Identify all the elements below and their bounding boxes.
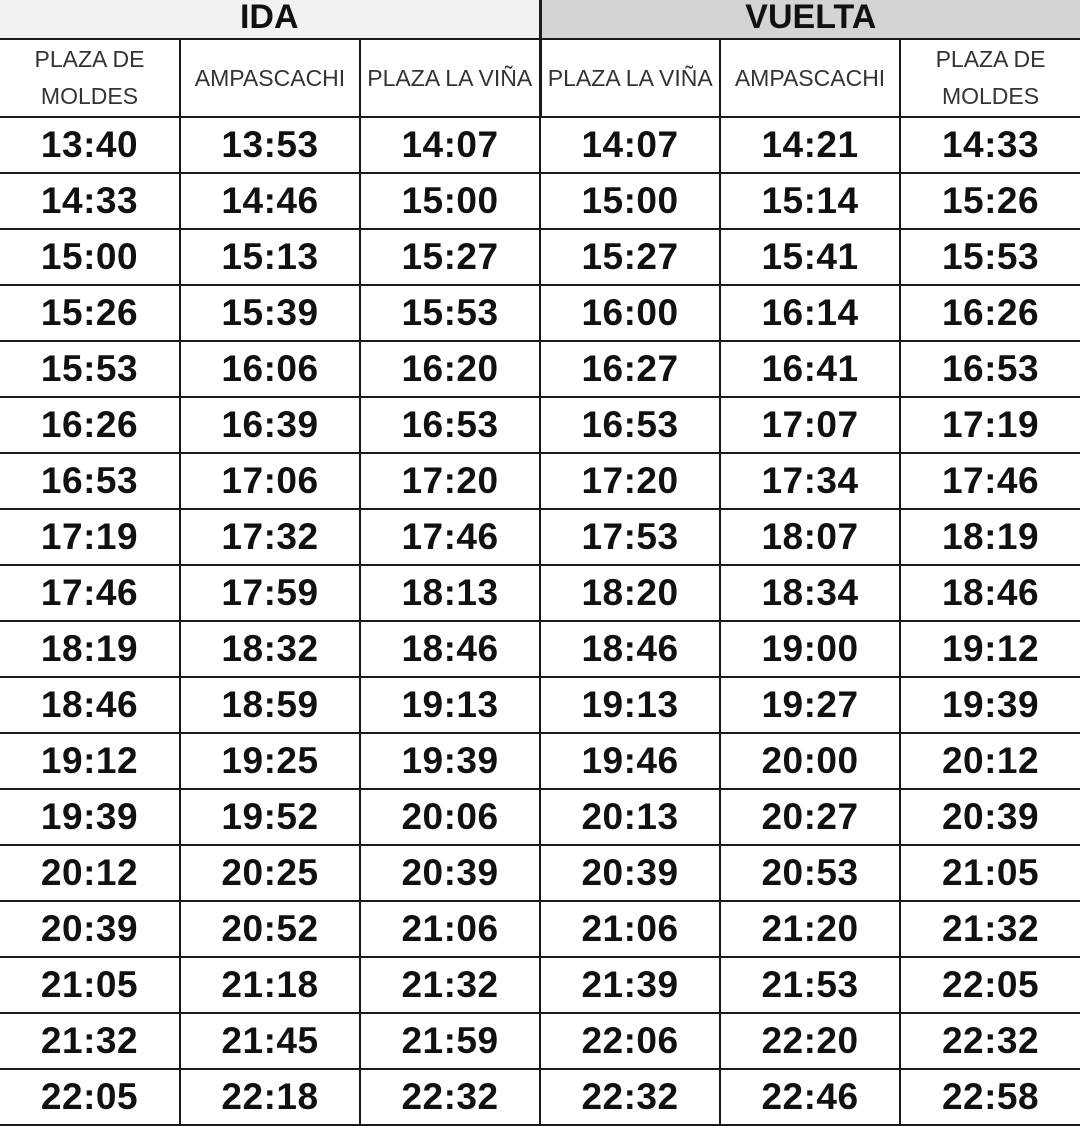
stop-header: PLAZA DE MOLDES	[900, 39, 1080, 117]
table-row	[0, 789, 1080, 845]
time-cell: 18:46	[540, 621, 720, 677]
time-cell: 15:00	[0, 229, 180, 285]
table-row	[0, 453, 1080, 509]
time-cell: 15:41	[720, 229, 900, 285]
time-cell: 21:32	[360, 957, 540, 1013]
time-cell: 14:33	[900, 117, 1080, 173]
time-cell: 17:19	[0, 509, 180, 565]
time-cell: 19:00	[720, 621, 900, 677]
time-cell: 20:00	[720, 733, 900, 789]
time-cell: 13:40	[0, 117, 180, 173]
time-cell: 15:26	[0, 285, 180, 341]
time-cell: 20:39	[360, 845, 540, 901]
table-row	[0, 341, 1080, 397]
time-cell: 22:20	[720, 1013, 900, 1069]
time-cell: 22:05	[900, 957, 1080, 1013]
time-cell: 20:06	[360, 789, 540, 845]
stop-header: PLAZA LA VIÑA	[540, 39, 720, 117]
table-row	[0, 845, 1080, 901]
stop-header: PLAZA LA VIÑA	[360, 39, 540, 117]
time-cell: 15:53	[360, 285, 540, 341]
time-cell: 19:39	[360, 733, 540, 789]
time-cell: 22:32	[360, 1069, 540, 1125]
time-cell: 18:34	[720, 565, 900, 621]
time-cell: 14:07	[360, 117, 540, 173]
table-row	[0, 117, 1080, 173]
time-cell: 19:13	[540, 677, 720, 733]
time-cell: 20:27	[720, 789, 900, 845]
time-cell: 18:32	[180, 621, 360, 677]
time-cell: 22:32	[540, 1069, 720, 1125]
time-cell: 19:25	[180, 733, 360, 789]
time-cell: 15:27	[540, 229, 720, 285]
time-cell: 14:33	[0, 173, 180, 229]
time-cell: 19:52	[180, 789, 360, 845]
table-row	[0, 397, 1080, 453]
time-cell: 19:46	[540, 733, 720, 789]
table-row	[0, 1013, 1080, 1069]
time-cell: 14:07	[540, 117, 720, 173]
time-cell: 19:39	[900, 677, 1080, 733]
direction-header-ida: IDA	[0, 0, 540, 39]
time-cell: 19:39	[0, 789, 180, 845]
table-row	[0, 285, 1080, 341]
time-cell: 16:00	[540, 285, 720, 341]
time-cell: 17:46	[360, 509, 540, 565]
time-cell: 22:18	[180, 1069, 360, 1125]
time-cell: 17:06	[180, 453, 360, 509]
time-cell: 16:53	[360, 397, 540, 453]
time-cell: 18:46	[0, 677, 180, 733]
time-cell: 19:12	[0, 733, 180, 789]
direction-header-vuelta: VUELTA	[540, 0, 1080, 39]
time-cell: 17:20	[540, 453, 720, 509]
stop-header: PLAZA DE MOLDES	[0, 39, 180, 117]
time-cell: 21:18	[180, 957, 360, 1013]
time-cell: 21:59	[360, 1013, 540, 1069]
time-cell: 17:59	[180, 565, 360, 621]
time-cell: 21:05	[0, 957, 180, 1013]
table-row	[0, 229, 1080, 285]
time-cell: 15:53	[0, 341, 180, 397]
time-cell: 14:46	[180, 173, 360, 229]
time-cell: 21:32	[900, 901, 1080, 957]
time-cell: 18:20	[540, 565, 720, 621]
table-row	[0, 733, 1080, 789]
time-cell: 15:00	[540, 173, 720, 229]
time-cell: 21:45	[180, 1013, 360, 1069]
time-cell: 22:58	[900, 1069, 1080, 1125]
time-cell: 21:05	[900, 845, 1080, 901]
time-cell: 22:46	[720, 1069, 900, 1125]
time-cell: 16:41	[720, 341, 900, 397]
time-cell: 20:39	[900, 789, 1080, 845]
time-cell: 18:46	[360, 621, 540, 677]
stop-header-row	[0, 39, 1080, 117]
time-cell: 20:25	[180, 845, 360, 901]
time-cell: 16:14	[720, 285, 900, 341]
time-cell: 21:06	[540, 901, 720, 957]
time-cell: 17:46	[900, 453, 1080, 509]
time-cell: 20:52	[180, 901, 360, 957]
time-cell: 20:53	[720, 845, 900, 901]
time-cell: 18:07	[720, 509, 900, 565]
time-cell: 16:27	[540, 341, 720, 397]
time-cell: 17:46	[0, 565, 180, 621]
stop-header: AMPASCACHI	[180, 39, 360, 117]
time-cell: 14:21	[720, 117, 900, 173]
time-cell: 16:39	[180, 397, 360, 453]
time-cell: 15:53	[900, 229, 1080, 285]
time-cell: 16:26	[900, 285, 1080, 341]
time-cell: 15:00	[360, 173, 540, 229]
time-cell: 17:20	[360, 453, 540, 509]
time-cell: 22:32	[900, 1013, 1080, 1069]
time-cell: 16:53	[0, 453, 180, 509]
time-cell: 16:53	[540, 397, 720, 453]
time-cell: 21:20	[720, 901, 900, 957]
time-cell: 19:12	[900, 621, 1080, 677]
time-cell: 19:27	[720, 677, 900, 733]
time-cell: 18:46	[900, 565, 1080, 621]
time-cell: 17:53	[540, 509, 720, 565]
time-cell: 19:13	[360, 677, 540, 733]
time-cell: 18:19	[0, 621, 180, 677]
time-cell: 18:59	[180, 677, 360, 733]
table-row	[0, 677, 1080, 733]
time-cell: 15:26	[900, 173, 1080, 229]
time-cell: 21:39	[540, 957, 720, 1013]
time-cell: 15:13	[180, 229, 360, 285]
time-cell: 17:34	[720, 453, 900, 509]
time-cell: 20:12	[900, 733, 1080, 789]
table-row	[0, 173, 1080, 229]
time-cell: 16:06	[180, 341, 360, 397]
table-row	[0, 621, 1080, 677]
time-cell: 20:13	[540, 789, 720, 845]
time-cell: 16:20	[360, 341, 540, 397]
time-cell: 18:13	[360, 565, 540, 621]
time-cell: 22:06	[540, 1013, 720, 1069]
time-cell: 16:26	[0, 397, 180, 453]
time-cell: 22:05	[0, 1069, 180, 1125]
time-cell: 16:53	[900, 341, 1080, 397]
time-cell: 15:14	[720, 173, 900, 229]
time-cell: 21:53	[720, 957, 900, 1013]
time-cell: 20:12	[0, 845, 180, 901]
time-cell: 15:27	[360, 229, 540, 285]
table-row	[0, 901, 1080, 957]
table-row	[0, 1069, 1080, 1125]
time-cell: 13:53	[180, 117, 360, 173]
time-cell: 20:39	[540, 845, 720, 901]
time-cell: 15:39	[180, 285, 360, 341]
time-cell: 17:32	[180, 509, 360, 565]
stop-header: AMPASCACHI	[720, 39, 900, 117]
timetable-body	[0, 117, 1080, 1125]
time-cell: 17:07	[720, 397, 900, 453]
time-cell: 21:06	[360, 901, 540, 957]
time-cell: 21:32	[0, 1013, 180, 1069]
table-row	[0, 509, 1080, 565]
table-row	[0, 565, 1080, 621]
time-cell: 20:39	[0, 901, 180, 957]
table-row	[0, 957, 1080, 1013]
time-cell: 17:19	[900, 397, 1080, 453]
direction-header-row	[0, 0, 1080, 39]
time-cell: 18:19	[900, 509, 1080, 565]
